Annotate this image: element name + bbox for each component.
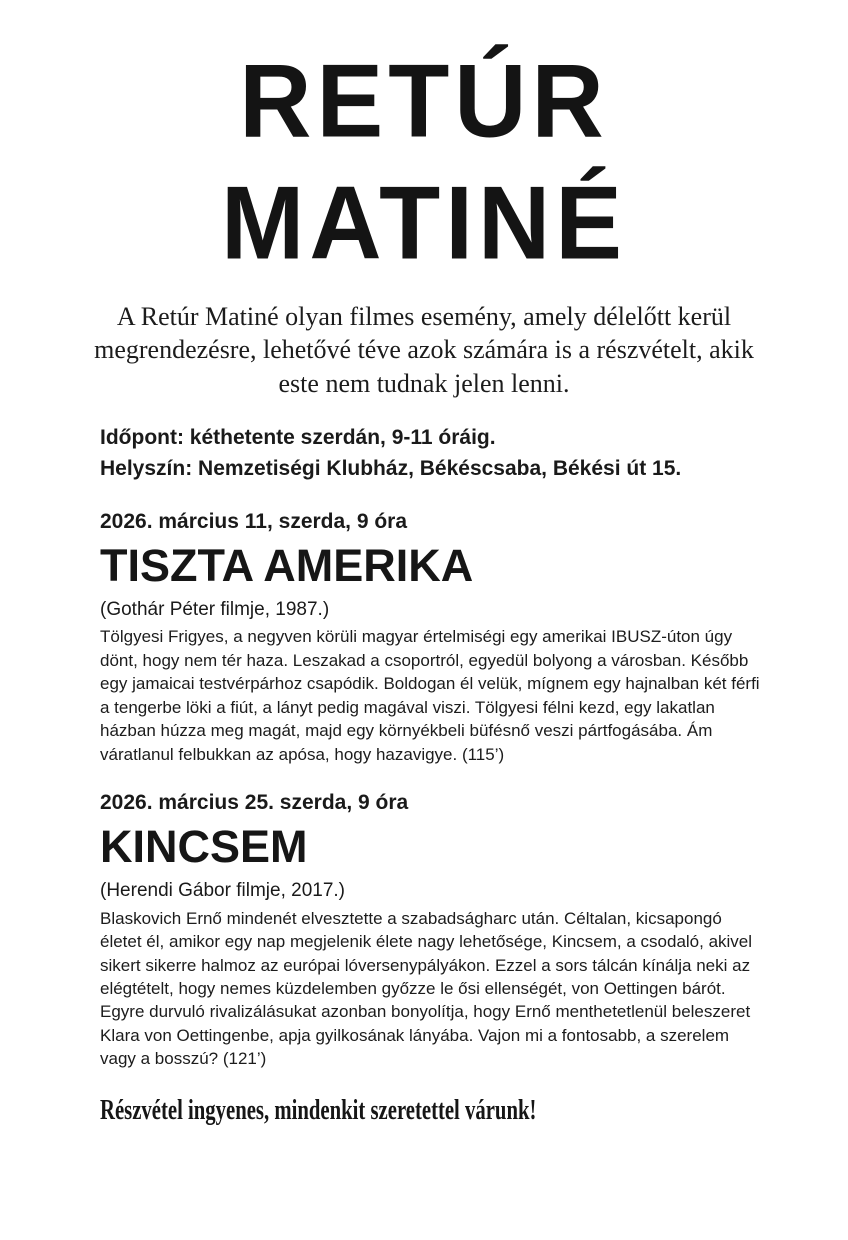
screening-1-synopsis: Tölgyesi Frigyes, a negyven körüli magyar értelmiségi egy amerikai IBUSZ-úton úgy dönt, hogy nem tér haza. Leszakad a csoportról, egyedül bolyong a városban. Később egy jamaicai testvérpárhoz csapódik. Boldogan él velük, mígnem egy hajnalban két férfi a tengerbe löki a fiút, a lányt pedig magával viszi. Tölgyesi félni kezd, egy lakatlan házban húzza meg magát, majd egy környékbeli büfésnő veszi pártfogásába. Ám váratlanul felbukkan az apósa, hogy hazavigye. (115’) — [100, 627, 760, 764]
screening-2-synopsis: Blaskovich Ernő mindenét elvesztette a szabadságharc után. Céltalan, kicsapongó életet él, amikor egy nap megjelenik élete nagy lehetősége, Kincsem, a csodaló, akivel sikert sikerre halmoz az európai lóversenypályákon. Ezzel a sors tálcán kínálja neki az elégtételt, hogy nemes küzdelemben győzze le ősi ellenségét, von Oettingen bárót. Egyre durvuló rivalizálásukat azonban bonyolítja, hogy Ernő menthetetlenül beleszeret Klara von Oettingenbe, apja gyilkosának lányába. Vajon mi a fontosabb, a szerelem vagy a bosszú? (121’) — [100, 908, 753, 1069]
screening-2 — [100, 790, 753, 1071]
intro-paragraph: A Retúr Matiné olyan filmes esemény, amely délelőtt kerül megrendezésre, lehetővé téve azok számára is a részvételt, akik este nem tudnak jelen lenni. — [94, 302, 754, 398]
flyer-title — [100, 40, 748, 284]
screening-2-credit: (Herendi Gábor filmje, 2017.) — [100, 879, 345, 901]
event-info-block — [100, 422, 748, 485]
screening-2-date: 2026. március 25. szerda, 9 óra — [100, 791, 409, 815]
screening-1 — [100, 509, 760, 766]
event-venue: Helyszín: Nemzetiségi Klubház, Békéscsaba, Békési út 15. — [100, 457, 682, 481]
event-time: Időpont: kéthetente szerdán, 9-11 óráig. — [100, 425, 496, 449]
screening-2-film-title: KINCSEM — [100, 821, 308, 873]
flyer-page — [0, 40, 848, 1127]
screening-1-film-title: TISZTA AMERIKA — [100, 539, 474, 591]
title-line-1: RETÚR — [239, 42, 609, 160]
screening-1-credit: (Gothár Péter filmje, 1987.) — [100, 598, 330, 620]
title-line-2: MATINÉ — [221, 164, 627, 282]
footer-note: Részvétel ingyenes, mindenkit szeretettel várunk! — [100, 1094, 537, 1126]
screening-1-date: 2026. március 11, szerda, 9 óra — [100, 509, 408, 533]
